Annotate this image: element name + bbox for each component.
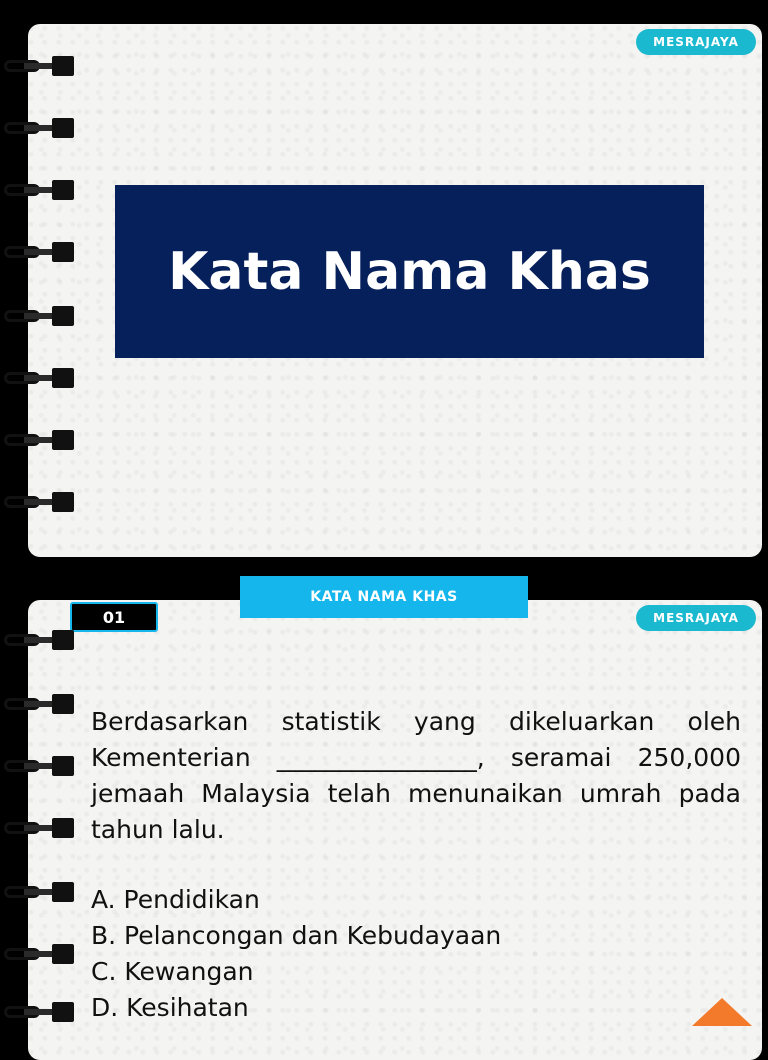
option-a[interactable]: A. Pendidikan <box>91 885 260 914</box>
option-c[interactable]: C. Kewangan <box>91 957 254 986</box>
question-number: 01 <box>70 602 158 632</box>
slide-title: Kata Nama Khas <box>168 241 651 302</box>
question-slide <box>28 600 762 1060</box>
ring-icon <box>4 816 70 842</box>
answer-options <box>91 882 711 1026</box>
corner-decoration <box>692 998 752 1026</box>
ring-icon <box>4 428 70 454</box>
topic-tab: KATA NAMA KHAS <box>240 576 528 618</box>
ring-icon <box>4 1000 70 1026</box>
option-b[interactable]: B. Pelancongan dan Kebudayaan <box>91 921 502 950</box>
ring-icon <box>4 366 70 392</box>
ring-icon <box>4 490 70 516</box>
ring-icon <box>4 116 70 142</box>
ring-icon <box>4 754 70 780</box>
option-d[interactable]: D. Kesihatan <box>91 993 249 1022</box>
ring-icon <box>4 240 70 266</box>
title-slide <box>28 24 762 557</box>
question-text: Berdasarkan statistik yang dikeluarkan oleh Kementerian ________________, seramai 250,000 jemaah Malaysia telah menunaikan umrah pada tahun lalu. <box>91 707 741 844</box>
brand-badge: MESRAJAYA <box>636 29 756 55</box>
title-banner <box>115 185 704 358</box>
brand-badge: MESRAJAYA <box>636 605 756 631</box>
ring-icon <box>4 628 70 654</box>
ring-icon <box>4 178 70 204</box>
ring-icon <box>4 880 70 906</box>
ring-icon <box>4 304 70 330</box>
ring-icon <box>4 692 70 718</box>
ring-icon <box>4 942 70 968</box>
ring-icon <box>4 54 70 80</box>
